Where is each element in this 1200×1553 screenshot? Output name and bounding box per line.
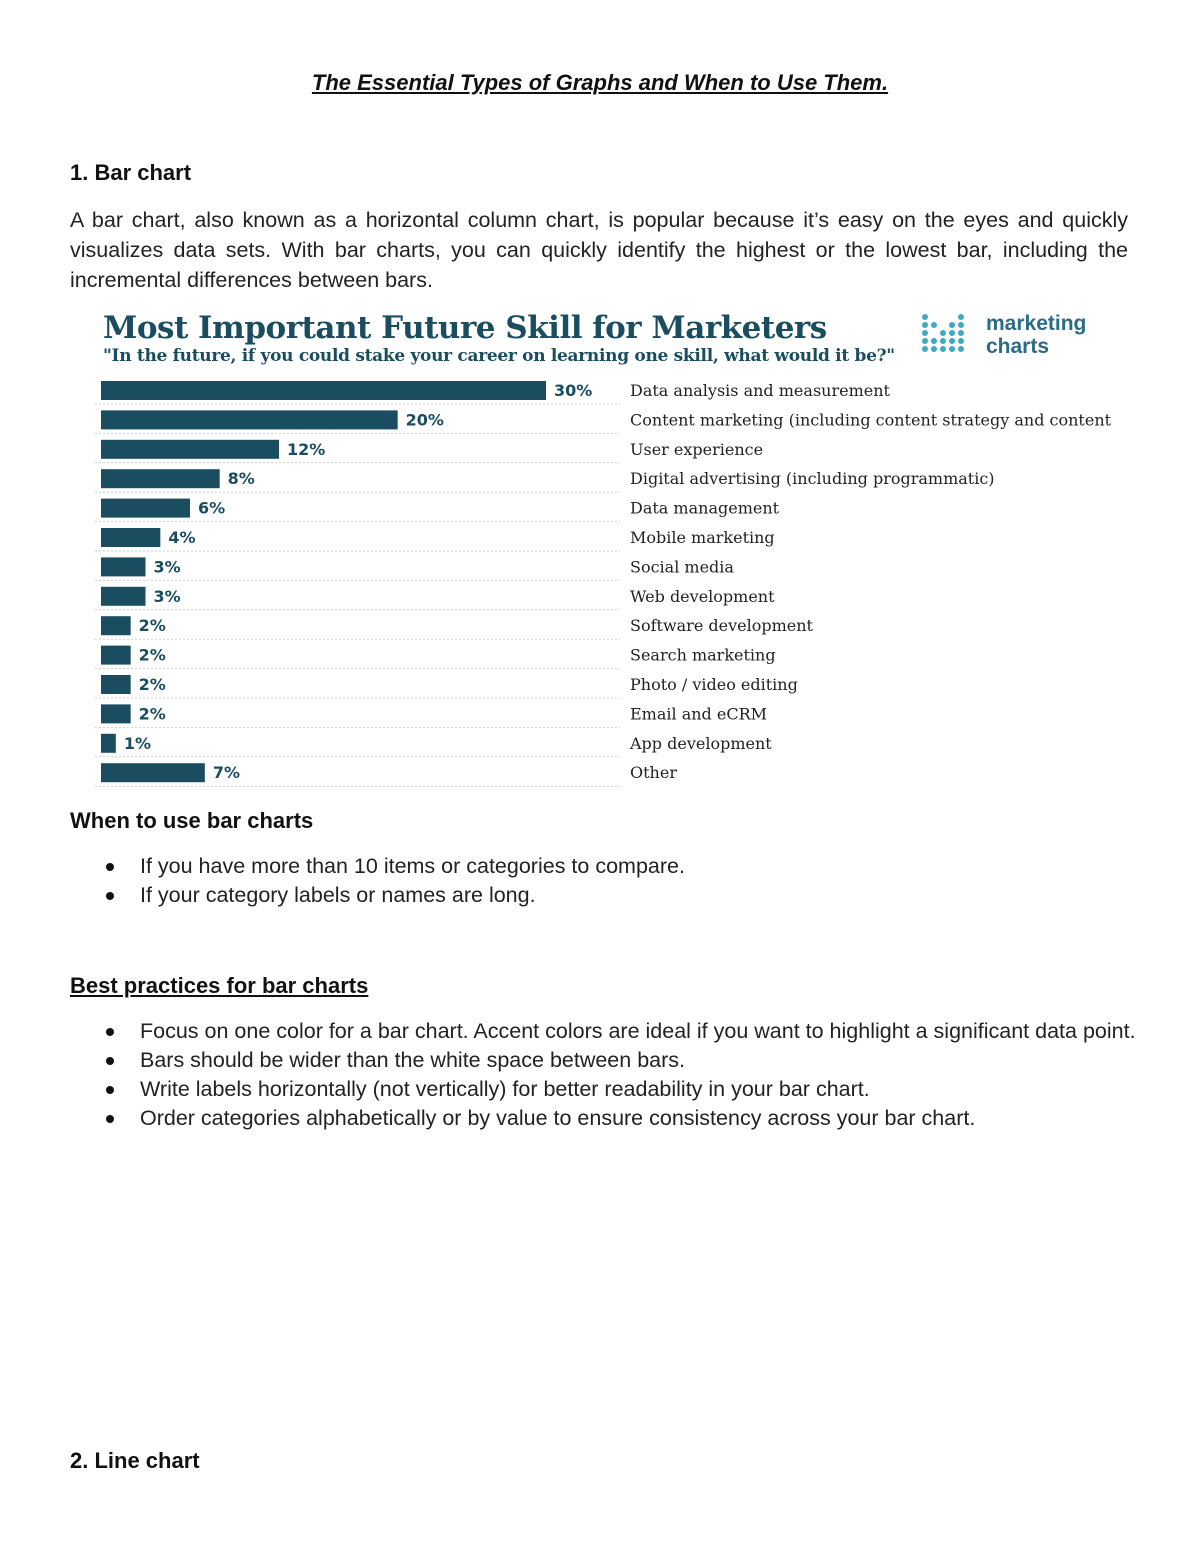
list-item-text: If you have more than 10 items or categories to compare. xyxy=(140,854,685,878)
marketing-charts-logo xyxy=(920,312,1120,362)
category-label: Web development xyxy=(630,586,775,606)
bullet-icon xyxy=(106,1057,114,1065)
list-item xyxy=(70,1046,1140,1075)
bar-value-label: 8% xyxy=(227,469,255,489)
chart-bar xyxy=(101,734,116,753)
list-item-text: Focus on one color for a bar chart. Accent colors are ideal if you want to highlight a significant data point. xyxy=(140,1019,1136,1043)
chart-title: Most Important Future Skill for Marketers xyxy=(103,310,827,346)
chart-bar xyxy=(101,587,146,606)
bar-value-label: 2% xyxy=(138,616,166,636)
section-heading-line-chart: 2. Line chart xyxy=(70,1448,200,1473)
intro-paragraph: A bar chart, also known as a horizontal column chart, is popular because it’s easy on the eyes and quickly visualizes data sets. With bar charts, you can quickly identify the highest or the lowest bar, including the incremental differences between bars. xyxy=(70,208,1128,292)
chart-bar xyxy=(101,616,131,635)
bar-value-label: 12% xyxy=(287,439,326,459)
chart-bar xyxy=(101,469,220,488)
bullet-icon xyxy=(106,863,114,871)
list-item xyxy=(70,1075,1140,1104)
best-practices-heading: Best practices for bar charts xyxy=(70,973,369,998)
chart-subtitle: "In the future, if you could stake your career on learning one skill, what would it be?" xyxy=(103,346,895,366)
bar-value-label: 2% xyxy=(138,675,166,694)
chart-bar xyxy=(101,675,131,694)
chart-bar xyxy=(101,499,190,518)
category-label: Email and eCRM xyxy=(630,704,768,724)
category-label: App development xyxy=(630,733,772,753)
category-label: Data management xyxy=(630,498,780,518)
bullet-icon xyxy=(106,1086,114,1094)
bar-value-label: 3% xyxy=(153,557,181,577)
bar-value-label: 4% xyxy=(168,528,196,547)
logo-text xyxy=(986,312,1086,358)
bar-value-label: 7% xyxy=(212,763,241,783)
bar-value-label: 3% xyxy=(153,586,181,606)
category-label: Software development xyxy=(630,616,813,636)
logo-dots-icon xyxy=(920,312,980,362)
chart-bar xyxy=(101,646,131,665)
category-label: Social media xyxy=(630,557,734,577)
category-label: Content marketing (including content strategy and content xyxy=(630,410,1112,430)
bar-value-label: 30% xyxy=(554,381,593,400)
list-item xyxy=(70,1104,1140,1133)
category-label: User experience xyxy=(630,439,764,459)
list-item-text: Bars should be wider than the white space between bars. xyxy=(140,1048,685,1072)
chart-bar xyxy=(101,704,131,723)
when-to-use-list xyxy=(70,852,1140,910)
list-item xyxy=(70,852,1140,881)
chart-bar xyxy=(101,557,146,576)
category-label: Photo / video editing xyxy=(630,675,798,694)
chart-bar xyxy=(101,528,160,547)
list-item-text: Write labels horizontally (not vertically) for better readability in your bar chart. xyxy=(140,1077,870,1101)
list-item-text: Order categories alphabetically or by value to ensure consistency across your bar chart. xyxy=(140,1106,976,1130)
bar-value-label: 1% xyxy=(123,733,152,753)
chart-bar xyxy=(101,763,205,782)
logo-text-line2: charts xyxy=(986,335,1050,358)
bar-value-label: 6% xyxy=(198,498,226,518)
bullet-icon xyxy=(106,892,114,900)
category-label: Digital advertising (including programmatic) xyxy=(630,469,995,489)
logo-text-line1: marketing xyxy=(986,312,1087,335)
bullet-icon xyxy=(106,1115,114,1123)
chart-bar xyxy=(101,410,398,429)
section-heading-bar-chart: 1. Bar chart xyxy=(70,160,192,185)
bullet-icon xyxy=(106,1028,114,1036)
best-practices-list xyxy=(70,1017,1140,1133)
document-title: The Essential Types of Graphs and When to Use Them. xyxy=(311,70,889,95)
category-label: Data analysis and measurement xyxy=(630,381,890,400)
list-item xyxy=(70,1017,1140,1046)
bar-value-label: 20% xyxy=(405,410,444,430)
chart-bar xyxy=(101,381,546,400)
list-item xyxy=(70,881,1140,910)
category-label: Search marketing xyxy=(630,645,776,665)
when-to-use-heading: When to use bar charts xyxy=(70,808,314,833)
bar-value-label: 2% xyxy=(138,645,166,665)
category-label: Mobile marketing xyxy=(630,528,775,547)
chart-bar xyxy=(101,440,279,459)
category-label: Other xyxy=(630,763,677,783)
bar-chart-plot xyxy=(95,370,1115,800)
list-item-text: If your category labels or names are long. xyxy=(140,883,536,907)
bar-chart-figure xyxy=(95,310,1115,800)
bar-value-label: 2% xyxy=(138,704,166,724)
